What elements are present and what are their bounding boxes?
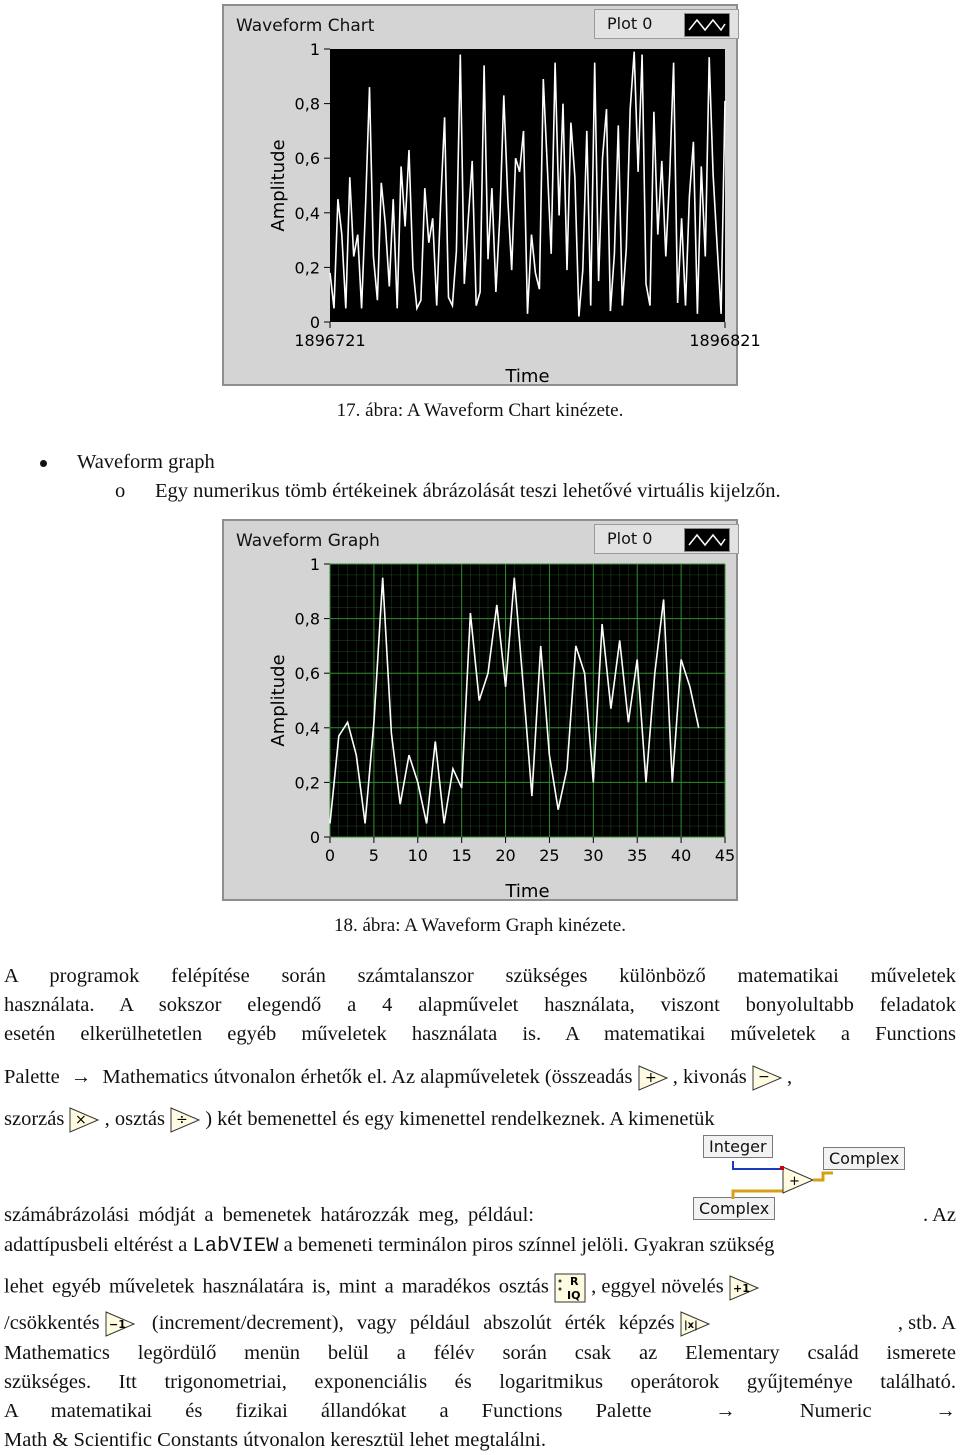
paragraph-line-9 (4, 1310, 956, 1337)
y-axis-label: Amplitude (268, 139, 289, 232)
decrement-function-icon (105, 1311, 135, 1337)
y-tick-label: 0,6 (294, 664, 320, 684)
paragraph-line-6 (4, 1202, 956, 1228)
text-numeric: Numeric (799, 1400, 872, 1422)
y-tick-label: 0,8 (294, 94, 320, 114)
figure-caption-17: 17. ábra: A Waveform Chart kinézete. (336, 400, 624, 421)
arrow-right-icon: → (935, 1400, 956, 1422)
y-tick-label: 1 (309, 555, 320, 574)
y-tick-label: 1 (309, 40, 320, 59)
chart-title: Waveform Chart (236, 16, 375, 36)
bullet-label: Waveform graph (77, 451, 215, 473)
y-tick-label: 0 (309, 828, 320, 847)
divide-function-icon (170, 1107, 200, 1133)
mul-symbol: × (75, 1112, 88, 1129)
remainder-r-label: R (569, 1275, 579, 1288)
y-tick-label: 0,4 (294, 718, 320, 738)
x-tick-label: 35 (627, 846, 648, 865)
add-function-icon (638, 1065, 668, 1091)
text-allandokat: A matematikai és fizikai állandókat a Functions Palette (4, 1400, 652, 1422)
y-axis-label: Amplitude (268, 654, 289, 747)
complex-input-tag: Complex (693, 1197, 775, 1220)
paragraph-line-8 (4, 1273, 956, 1303)
x-tick-label: 45 (714, 846, 736, 865)
text-szorzas: szorzás (4, 1108, 65, 1130)
x-tick-label: 10 (407, 846, 428, 865)
increment-function-icon (729, 1275, 759, 1301)
svg-text:+: + (789, 1174, 800, 1189)
quotient-remainder-icon (554, 1273, 586, 1303)
inc-symbol: +1 (732, 1282, 750, 1295)
y-tick-label: 0,8 (294, 609, 320, 629)
text-szamabrazolasi: számábrázolási módját a bemenetek határozzák meg, például: (4, 1204, 535, 1226)
sub-bullet-marker: o (115, 480, 126, 502)
arrow-right-icon: → (70, 1066, 92, 1088)
sub-symbol: − (757, 1069, 770, 1086)
paragraph-line-3: esetén elkerülhetetlen egyéb műveletek használata is. A matematikai műveletek a Functions (4, 1023, 956, 1045)
paragraph-line-5 (4, 1106, 956, 1133)
waveform-chart-plot (224, 6, 761, 387)
x-tick-label: 40 (670, 846, 692, 865)
y-tick-label: 0,6 (294, 149, 320, 169)
waveform-graph-panel (222, 519, 738, 901)
paragraph-line-1: A programok felépítése során számtalanszor szükséges különböző matematikai műveletek (4, 965, 956, 987)
chart-title: Waveform Graph (236, 531, 380, 551)
text-osztas: , osztás (104, 1108, 165, 1130)
x-tick-label: 0 (324, 846, 336, 865)
subtract-function-icon (752, 1065, 782, 1091)
y-tick-label: 0,4 (294, 203, 320, 223)
absolute-value-icon (680, 1311, 710, 1337)
x-axis-label: Time (505, 881, 550, 902)
x-tick-label: 15 (451, 846, 472, 865)
paragraph-line-13: Math & Scientific Constants útvonalon keresztül lehet megtalálni. (4, 1429, 546, 1451)
bullet-dot-icon (40, 460, 47, 467)
text-bemeneti: a bemeneti terminálon piros színnel jelöli. Gyakran szükség (283, 1234, 775, 1256)
figure-caption-18: 18. ábra: A Waveform Graph kinézete. (334, 915, 626, 936)
y-tick-label: 0,2 (294, 258, 320, 278)
text-eggyel: , eggyel növelés (591, 1275, 724, 1298)
text-ket-bemenettel: ) két bemenettel és egy kimenettel rendelkeznek. A kimenetük (205, 1108, 715, 1130)
text-mathematics: Mathematics útvonalon érhetők el. Az alapműveletek (összeadás (102, 1066, 633, 1088)
text-stb: , stb. A (897, 1312, 956, 1334)
sub-bullet-item (115, 480, 781, 503)
text-increment: (increment/decrement), vagy például abszolút érték képzés (151, 1312, 675, 1334)
text-kivonas: , kivonás (672, 1066, 747, 1088)
x-tick-label: 1896821 (689, 331, 761, 350)
arrow-right-icon: → (715, 1400, 736, 1422)
abs-symbol: |x| (683, 1320, 698, 1332)
complex-output-tag: Complex (823, 1147, 905, 1170)
paragraph-line-7 (4, 1232, 956, 1260)
x-axis-label: Time (505, 366, 550, 387)
x-tick-label: 5 (368, 846, 379, 865)
x-tick-label: 1896721 (294, 331, 366, 350)
text-labview: LabVIEW (192, 1235, 279, 1258)
y-tick-label: 0 (309, 313, 320, 332)
x-tick-label: 20 (495, 846, 516, 865)
dec-symbol: −1 (108, 1318, 126, 1332)
remainder-iq-label: IQ (566, 1289, 581, 1302)
text-lehet: lehet egyéb műveletek használatára is, mint a maradékos osztás (4, 1275, 549, 1298)
x-tick-label: 30 (583, 846, 604, 865)
y-tick-label: 0,2 (294, 773, 320, 793)
text-csokkentes: /csökkentés (4, 1312, 100, 1334)
sub-bullet-text: Egy numerikus tömb értékeinek ábrázolását teszi lehetővé virtuális kijelzőn. (155, 480, 781, 502)
waveform-chart-panel (222, 4, 761, 387)
text-az: . Az (922, 1204, 956, 1226)
paragraph-line-2: használata. A sokszor elegendő a 4 alapművelet használata, viszont bonyolultabb feladatok (4, 994, 956, 1016)
paragraph-line-10: Mathematics legördülő menün belül a félév során csak az Elementary család ismerete (4, 1342, 956, 1364)
x-tick-label: 25 (539, 846, 560, 865)
add-symbol: + (644, 1070, 657, 1087)
paragraph-line-11: szükséges. Itt trigonometriai, exponenciális és logaritmikus operátorok gyűjteménye található. (4, 1371, 956, 1393)
waveform-graph-plot (224, 521, 736, 902)
text-comma: , (787, 1066, 793, 1088)
bullet-item (40, 451, 215, 474)
legend-label: Plot 0 (607, 529, 653, 548)
paragraph-line-4 (4, 1064, 956, 1091)
legend-label: Plot 0 (607, 14, 653, 33)
paragraph-line-12 (4, 1398, 956, 1424)
multiply-function-icon (69, 1107, 99, 1133)
integer-input-tag: Integer (703, 1135, 773, 1158)
text-adattipus: adattípusbeli eltérést a (4, 1234, 188, 1256)
div-symbol: ÷ (176, 1112, 188, 1129)
text-palette: Palette (4, 1066, 60, 1088)
